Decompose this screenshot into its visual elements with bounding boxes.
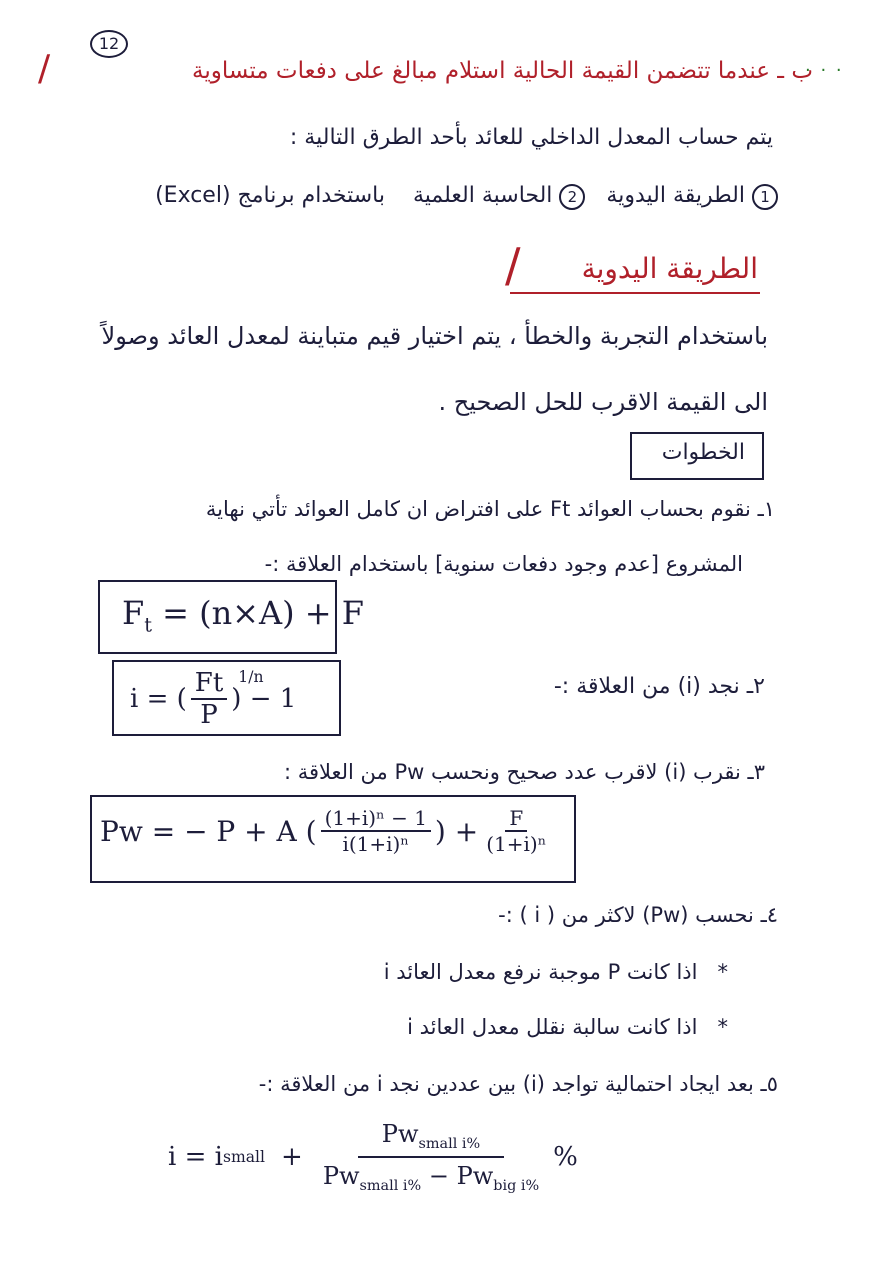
slash-mark: /	[38, 48, 51, 89]
formula-3-fraction-2-denominator: (1+i)ⁿ	[486, 832, 547, 856]
method-2-label: الحاسبة العلمية	[412, 183, 553, 208]
formula-1-lhs: F	[122, 594, 145, 632]
method-3-label: باستخدام برنامج (Excel)	[155, 183, 385, 208]
description-line-1: باستخدام التجربة والخطأ ، يتم اختيار قيم متباينة لمعدل العائد وصولاً	[101, 322, 768, 350]
method-1-label: الطريقة اليدوية	[606, 183, 745, 208]
formula-3-fraction-1	[321, 806, 431, 856]
bullet-1-mark: *	[717, 960, 728, 984]
bullet-1	[384, 960, 728, 984]
bullet-2-mark: *	[717, 1015, 728, 1039]
formula-2	[130, 668, 322, 730]
formula-3	[100, 806, 554, 856]
bullet-1-text: اذا كانت P موجبة نرفع معدل العائد i	[383, 960, 698, 984]
formula-2-rhs: ) − 1	[231, 684, 297, 714]
ink-dots-decoration: · · ·	[805, 60, 844, 81]
formula-4-numerator-sub: small i%	[418, 1135, 481, 1152]
formula-4	[168, 1120, 578, 1194]
step-5: ٥ـ بعد ايجاد احتمالية تواجد (i) بين عددين نجد i من العلاقة :-	[258, 1072, 778, 1096]
formula-4-lhs-sub: small	[222, 1147, 266, 1166]
steps-label: الخطوات	[661, 440, 745, 465]
step-3: ٣ـ نقرب (i) لاقرب عدد صحيح ونحسب Pw من العلاقة :	[283, 760, 765, 784]
formula-3-lhs: Pw = − P + A (	[100, 814, 317, 848]
heading-underline	[510, 292, 760, 294]
bullet-2-text: اذا كانت سالبة نقلل معدل العائد i	[407, 1015, 698, 1039]
formula-2-numerator: Ft	[191, 668, 228, 700]
formula-4-denominator-a-sub: small i%	[359, 1177, 422, 1194]
formula-4-denominator	[319, 1158, 543, 1194]
formula-3-fraction-2	[482, 806, 550, 856]
formula-3-fraction-1-numerator: (1+i)ⁿ − 1	[321, 806, 431, 832]
step-2: ٢ـ نجد (i) من العلاقة :-	[553, 674, 765, 699]
heading-slash-mark: /	[505, 238, 521, 292]
formula-1-rhs: = (n×A) + F	[162, 594, 364, 632]
formula-4-plus: +	[281, 1141, 303, 1172]
formula-3-fraction-2-numerator: F	[505, 806, 527, 832]
page-number-badge: 12	[90, 30, 128, 58]
method-2-number: 2	[559, 184, 585, 210]
formula-1-lhs-sub: t	[144, 613, 152, 637]
formula-4-lhs: i = i	[168, 1141, 223, 1172]
methods-line	[155, 183, 778, 210]
formula-2-lhs: i = (	[130, 684, 187, 714]
formula-3-fraction-1-denominator: i(1+i)ⁿ	[342, 832, 410, 856]
formula-4-percent: %	[553, 1141, 578, 1172]
section-heading: الطريقة اليدوية	[581, 252, 758, 285]
formula-4-denominator-minus: − Pw	[428, 1161, 494, 1190]
formula-3-mid: ) +	[434, 814, 479, 848]
step-1-line-1: ١ـ نقوم بحساب العوائد Ft على افتراض ان كامل العوائد تأتي نهاية	[205, 497, 775, 521]
formula-2-fraction	[191, 668, 228, 730]
formula-4-denominator-b-sub: big i%	[493, 1177, 540, 1194]
formula-2-exponent: 1/n	[238, 668, 264, 686]
description-line-2: الى القيمة الاقرب للحل الصحيح .	[438, 388, 768, 416]
formula-1	[122, 594, 364, 636]
formula-4-denominator-pw-a: Pw	[322, 1161, 360, 1190]
method-1-number: 1	[752, 184, 778, 210]
formula-4-numerator	[358, 1120, 504, 1158]
step-1-line-2: المشروع [عدم وجود دفعات سنوية] باستخدام العلاقة :-	[264, 552, 743, 576]
header-title: ب ـ عندما تتضمن القيمة الحالية استلام مبالغ على دفعات متساوية	[192, 58, 813, 84]
bullet-2	[407, 1015, 728, 1039]
step-4: ٤ـ نحسب (Pw) لاكثر من ( i ) :-	[498, 903, 778, 927]
intro-line: يتم حساب المعدل الداخلي للعائد بأحد الطرق التالية :	[289, 125, 773, 150]
formula-4-numerator-pw: Pw	[381, 1120, 419, 1148]
formula-4-fraction	[319, 1120, 543, 1194]
formula-2-denominator: P	[200, 700, 218, 730]
